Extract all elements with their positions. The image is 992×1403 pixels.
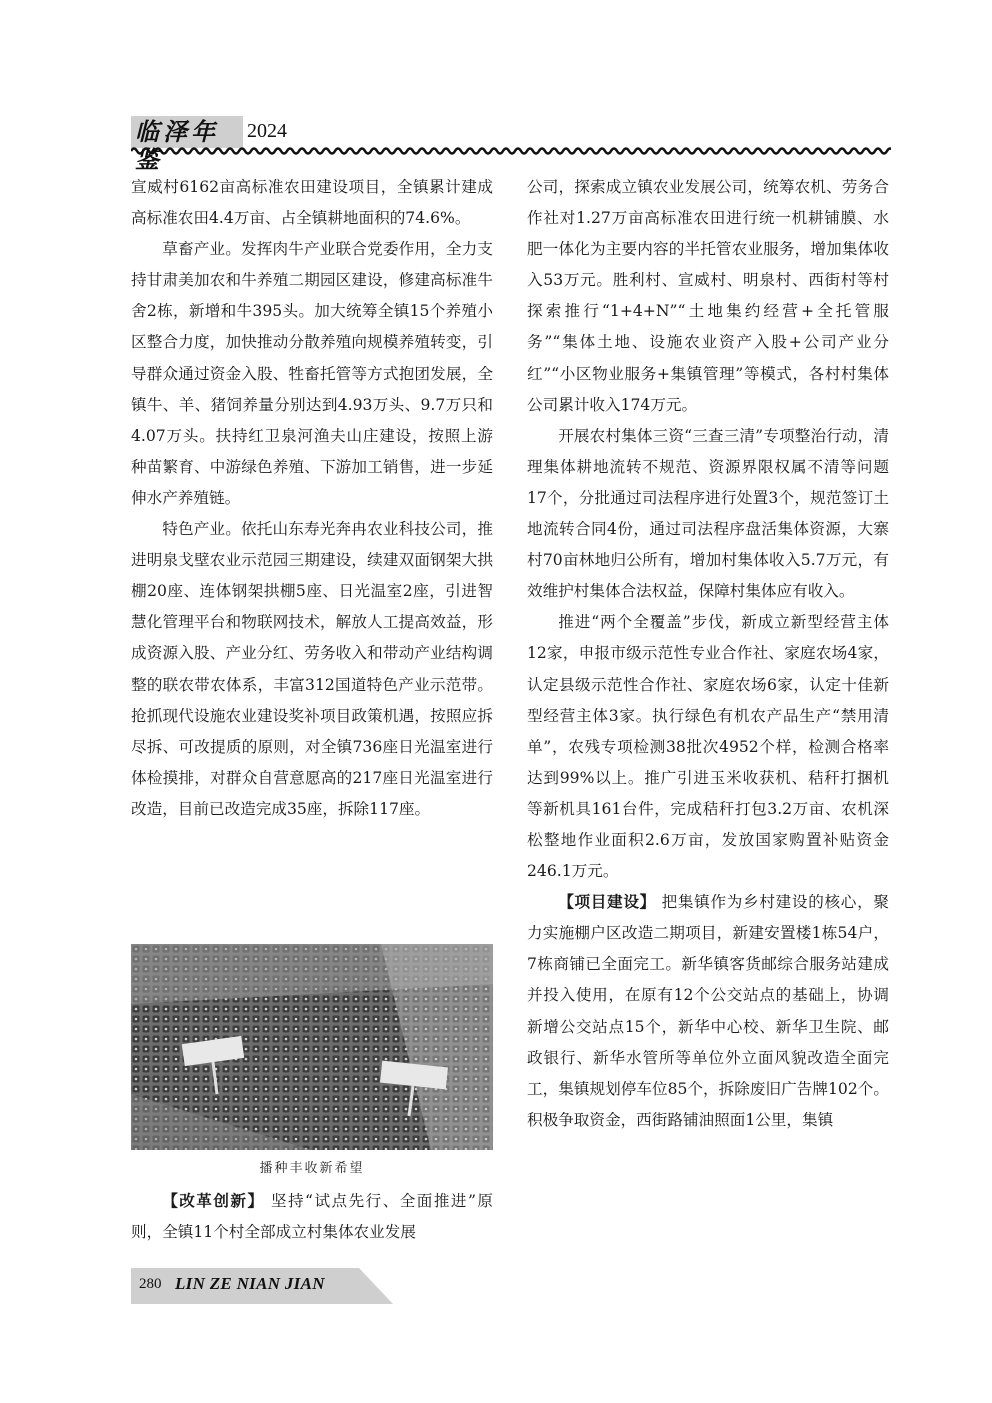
photo-caption: 播种丰收新希望 bbox=[259, 1161, 365, 1176]
paragraph-project-text: 把集镇作为乡村建设的核心，聚力实施棚户区改造二期项目，新建安置楼1栋54户，7栋商铺已全面完工。新华镇客货邮综合服务站建成并投入使用，在原有12个公交站点的基础上，协调新增公交站点15个，新华中心校、新华卫生院、邮政银行、新华水管所等单位外立面风貌改造全面完工，集镇规划停车位85个，拆除废旧广告牌102个。积极争取资金，西街路铺油照面1公里，集镇 bbox=[527, 893, 889, 1129]
header-wavy-rule bbox=[131, 146, 891, 156]
yearbook-year: 2024 bbox=[247, 120, 287, 142]
section-heading-project: 【项目建设】 bbox=[558, 893, 656, 912]
page-number: 280 bbox=[139, 1276, 162, 1292]
book-logo bbox=[131, 116, 243, 174]
paragraph-project bbox=[527, 887, 889, 1136]
paragraph-reform-text: 坚持“试点先行、全面推进”原则，全镇11个村全部成立村集体农业发展 bbox=[131, 1192, 493, 1242]
book-title: 临泽年鉴 bbox=[135, 117, 219, 174]
seedling-tray-photo bbox=[131, 944, 493, 1150]
paragraph-reform bbox=[131, 1186, 493, 1248]
section-heading-reform: 【改革创新】 bbox=[162, 1192, 265, 1210]
seedling-tray-illustration bbox=[131, 944, 493, 1150]
paragraph-two-coverage: 推进“两个全覆盖”步伐，新成立新型经营主体12家，申报市级示范性专业合作社、家庭农场4家，认定县级示范性合作社、家庭农场6家，认定十佳新型经营主体3家。执行绿色有机农产品生产“禁用清单”，农残专项检测38批次4952个样，检测合格率达到99%以上。推广引进玉米收获机、秸秆打捆机等新机具161台件，完成秸秆打包3.2万亩、农机深松整地作业面积2.6万亩，发放国家购置补贴资金246.1万元。 bbox=[527, 613, 889, 881]
paragraph-company: 公司，探索成立镇农业发展公司，统筹农机、劳务合作社对1.27万亩高标准农田进行统一机耕铺膜、水肥一体化为主要内容的半托管农业服务，增加集体收入53万元。胜利村、宣威村、明泉村、西街村等村探索推行“1+4+N”“土地集约经营+全托管服务”“集体土地、设施农业资产入股+公司产业分红”“小区物业服务+集镇管理”等模式，各村村集体公司累计收入174万元。 bbox=[527, 178, 889, 414]
paragraph-farmland: 宣威村6162亩高标准农田建设项目，全镇累计建成高标准农田4.4万亩、占全镇耕地面积的74.6%。 bbox=[131, 178, 493, 228]
page-footer bbox=[131, 1268, 393, 1304]
paragraph-special-industry: 特色产业。依托山东寿光奔冉农业科技公司，推进明泉戈壁农业示范园三期建设，续建双面钢架大拱棚20座、连体钢架拱棚5座、日光温室2座，引进智慧化管理平台和物联网技术，解放人工提高效益，形成资源入股、产业分红、劳务收入和带动产业结构调整的联农带农体系，丰富312国道特色产业示范带。抢抓现代设施农业建设奖补项目政策机遇，按照应拆尽拆、可改提质的原则，对全镇736座日光温室进行体检摸排，对群众自营意愿高的217座日光温室进行改造，目前已改造完成35座，拆除117座。 bbox=[131, 520, 493, 818]
publication-name: LIN ZE NIAN JIAN bbox=[175, 1274, 325, 1293]
paragraph-livestock: 草畜产业。发挥肉牛产业联合党委作用，全力支持甘肃美加农和牛养殖二期园区建设，修建高标准牛舍2栋，新增和牛395头。加大统筹全镇15个养殖小区整合力度，加快推动分散养殖向规模养殖转变，引导群众通过资金入股、牲畜托管等方式抱团发展，全镇牛、羊、猪饲养量分别达到4.93万头、9.7万只和4.07万头。扶持红卫泉河渔夫山庄建设，按照上游种苗繁育、中游绿色养殖、下游加工销售，进一步延伸水产养殖链。 bbox=[131, 240, 493, 507]
running-header bbox=[131, 112, 891, 174]
right-column bbox=[527, 172, 889, 1136]
left-column-continued bbox=[131, 1186, 493, 1248]
paragraph-three-assets: 开展农村集体三资“三查三清”专项整治行动，清理集体耕地流转不规范、资源界限权属不清等问题17个，分批通过司法程序进行处置3个，规范签订土地流转合同4份，通过司法程序盘活集体资源，大寨村70亩林地归公所有，增加村集体收入5.7万元，有效维护村集体合法权益，保障村集体应有收入。 bbox=[527, 426, 889, 601]
left-column bbox=[131, 172, 493, 825]
